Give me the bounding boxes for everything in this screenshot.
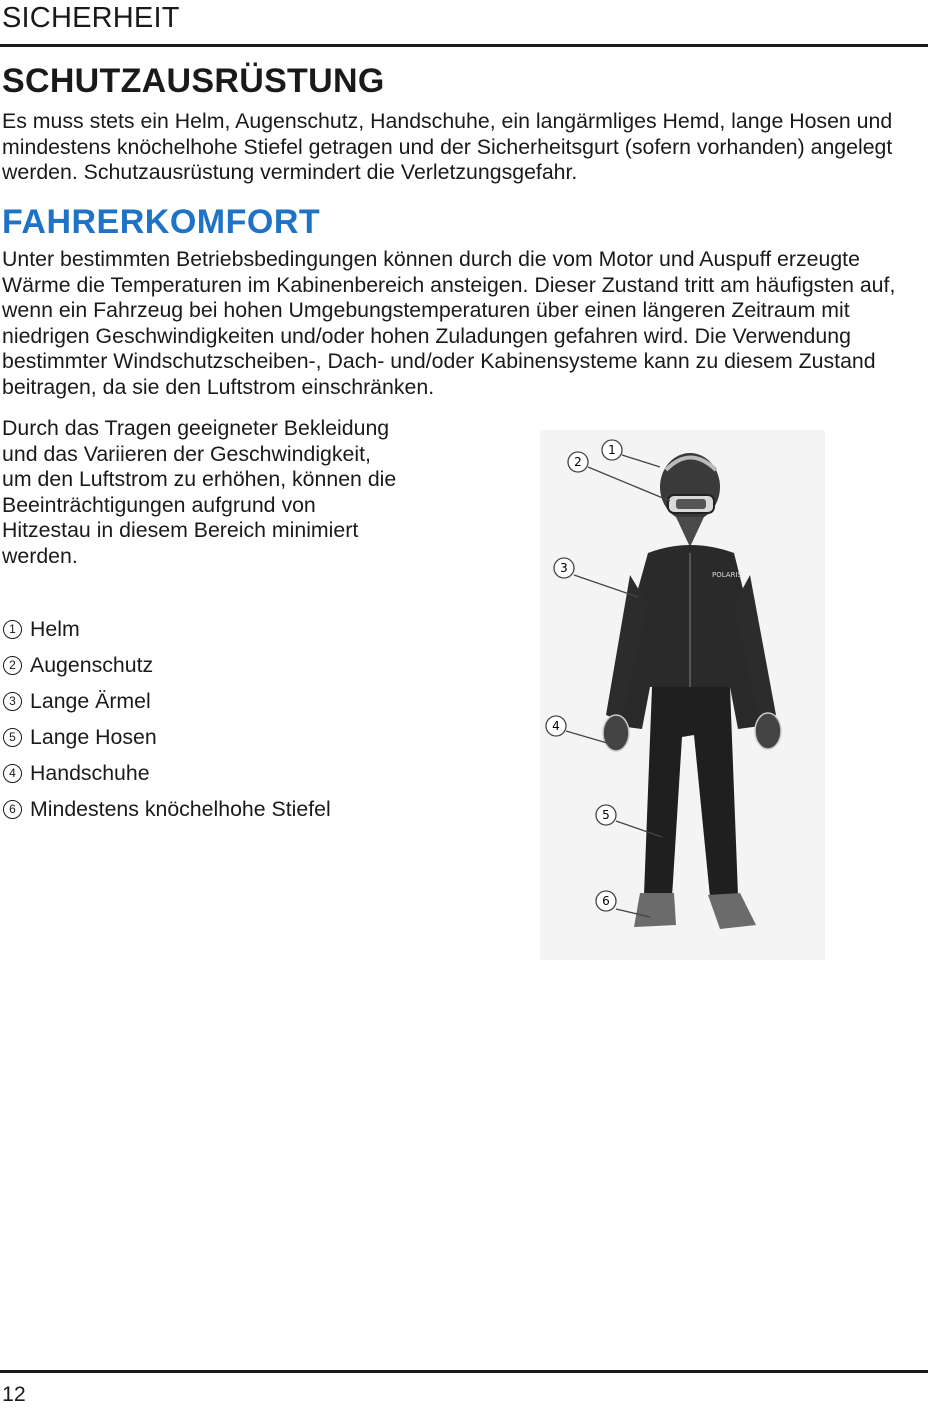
callout-1 <box>602 440 622 460</box>
callout-3 <box>554 558 574 578</box>
driver-comfort-text: Unter bestimmten Betriebsbedingungen können durch die vom Motor und Auspuff erzeugte Wärme die Temperaturen im Kabinenbereich ansteigen. Dieser Zustand tritt am häufigsten auf, wenn ein Fahrzeug bei hohen Umgebungstemperaturen über einen längeren Zeitraum mit niedrigen Geschwindigkeiten und/oder hohen Zuladungen gefahren wird. Die Verwendung bestimmter Windschutzscheiben-, Dach- und/oder Kabinensysteme kann zu diesem Zustand beitragen, da sie den Luftstrom einschränken. <box>2 247 896 399</box>
driver-comfort-heading: FAHRERKOMFORT <box>2 203 321 241</box>
airflow-text: Durch das Tragen geeigneter Bekleidung und das Variieren der Geschwindigkeit, um den Luftstrom zu erhöhen, können die Beeinträchtigungen aufgrund von Hitzestau in diesem Bereich minimiert werden. <box>2 416 397 568</box>
legend-label: Handschuhe <box>30 760 150 785</box>
legend-item <box>2 755 331 791</box>
svg-text:3: 3 <box>560 561 568 575</box>
callout-2 <box>568 452 588 472</box>
callout-number: 2 <box>3 656 22 675</box>
legend-item <box>2 719 331 755</box>
legend-item <box>2 791 331 827</box>
callout-4 <box>546 716 566 736</box>
legend-label: Mindestens knöchelhohe Stiefel <box>30 796 331 821</box>
section-header: SICHERHEIT <box>2 2 180 34</box>
legend-label: Helm <box>30 616 80 641</box>
callout-number: 5 <box>3 728 22 747</box>
legend-label: Lange Ärmel <box>30 688 151 713</box>
footer-rule <box>0 1370 928 1373</box>
svg-text:2: 2 <box>574 455 582 469</box>
callout-number: 1 <box>3 620 22 639</box>
legend-item <box>2 683 331 719</box>
page-number: 12 <box>2 1382 26 1406</box>
legend-item <box>2 611 331 647</box>
callout-5 <box>596 805 616 825</box>
callout-number: 3 <box>3 692 22 711</box>
callout-6 <box>596 891 616 911</box>
legend-label: Lange Hosen <box>30 724 157 749</box>
legend-label: Augenschutz <box>30 652 154 677</box>
callout-number: 4 <box>3 764 22 783</box>
header-rule <box>0 44 928 47</box>
svg-text:1: 1 <box>608 443 616 457</box>
svg-text:4: 4 <box>552 719 560 733</box>
protective-gear-text: Es muss stets ein Helm, Augenschutz, Handschuhe, ein langärmliges Hemd, lange Hosen und mindestens knöchelhohe Stiefel getragen und der Sicherheitsgurt (sofern vorhanden) angelegt werden. Schutzausrüstung vermindert die Verletzungsgefahr. <box>2 109 893 185</box>
gear-legend <box>2 611 331 827</box>
svg-text:6: 6 <box>602 894 610 908</box>
svg-text:5: 5 <box>602 808 610 822</box>
legend-item <box>2 647 331 683</box>
svg-text:POLARIS: POLARIS <box>712 571 742 579</box>
protective-gear-heading: SCHUTZAUSRÜSTUNG <box>2 62 385 100</box>
rider-gear-figure <box>530 425 830 965</box>
callout-number: 6 <box>3 800 22 819</box>
